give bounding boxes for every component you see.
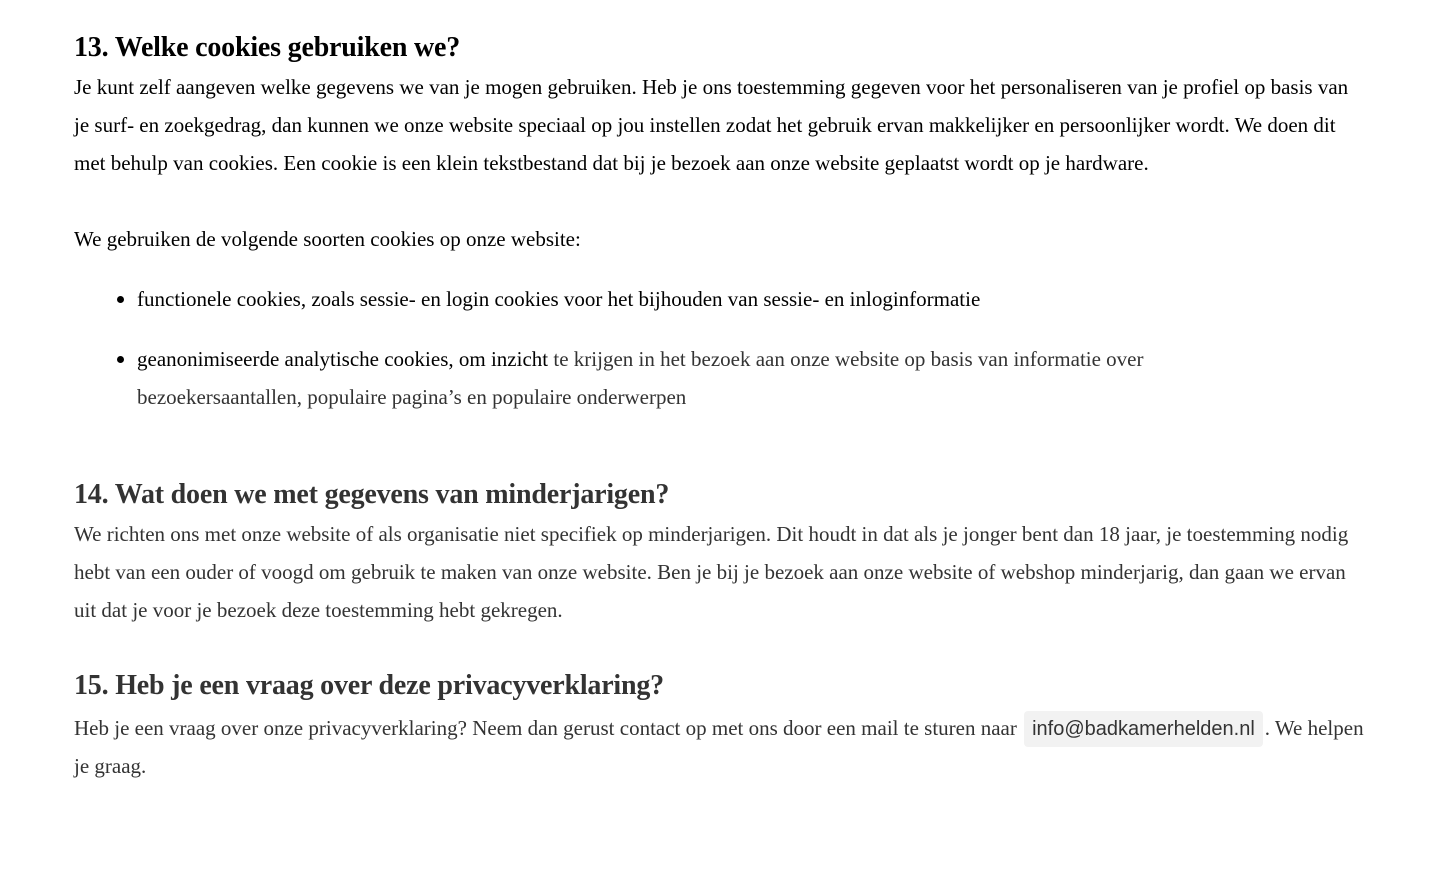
section-14-paragraph: We richten ons met onze website of als organisatie niet specifiek op minderjarigen. Dit houdt in dat als je jonger bent dan 18 jaar, je toestemming nodig hebt van een ouder of voogd om gebruik te maken van onze website. Ben je bij je bezoek aan onze website of webshop minderjarig, dan gaan we ervan uit dat je voor je bezoek deze toestemming hebt gekregen.	[74, 522, 1349, 622]
list-item-text: functionele cookies, zoals sessie- en login cookies voor het bijhouden van sessie- en inloginformatie	[137, 287, 981, 311]
section-14-title: 14. Wat doen we met gegevens van minderjarigen?	[74, 479, 670, 510]
email-link[interactable]: info@badkamerhelden.nl	[1024, 711, 1263, 747]
list-item	[137, 340, 1287, 416]
cookie-types-list	[74, 280, 1287, 438]
bullet-icon	[117, 356, 124, 363]
contact-text-before: Heb je een vraag over onze privacyverklaring? Neem dan gerust contact op met ons door een mail te sturen naar	[74, 716, 1023, 740]
list-item-text-dark: geanonimiseerde analytische cookies, om inzicht	[137, 347, 549, 371]
section-15-paragraph	[74, 709, 1364, 785]
list-item-text-grey: te krijgen in het bezoek aan onze website op basis van informatie over bezoekersaantallen, populaire pagina’s en populaire onderwerpen	[137, 347, 1144, 409]
section-13-paragraph: Je kunt zelf aangeven welke gegevens we van je mogen gebruiken. Heb je ons toestemming gegeven voor het personaliseren van je profiel op basis van je surf- en zoekgedrag, dan kunnen we onze website speciaal op jou instellen zodat het gebruik ervan makkelijker en persoonlijker wordt. We doen dit met behulp van cookies. Een cookie is een klein tekstbestand dat bij je bezoek aan onze website geplaatst wordt op je hardware.	[74, 75, 1349, 175]
bullet-icon	[117, 296, 124, 303]
section-15-title: 15. Heb je een vraag over deze privacyverklaring?	[74, 670, 664, 701]
list-item	[137, 280, 1287, 318]
section-13-title: 13. Welke cookies gebruiken we?	[74, 32, 461, 63]
contact-text-after: . We helpen je graag.	[74, 716, 1364, 778]
section-13-list-intro: We gebruiken de volgende soorten cookies op onze website:	[74, 227, 581, 251]
